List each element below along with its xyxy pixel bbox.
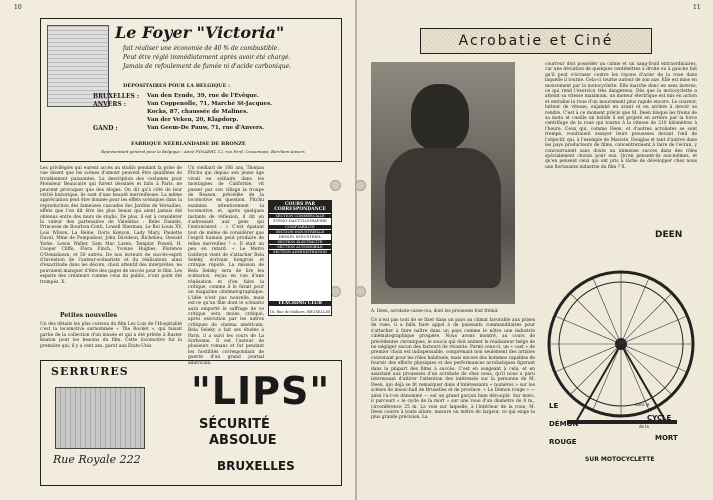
ad-lips-address: Rue Royale 222 bbox=[53, 453, 141, 466]
page-number-right: 11 bbox=[693, 4, 701, 11]
ad-victoria-city: ANVERS : bbox=[93, 101, 126, 108]
wheel-label: DÉMON bbox=[549, 420, 579, 428]
article-column-1: Les privilégiés qui eurent accès au studio pendant la prise de vue disent que les scènes d'amour peuvent être qualifiées de troublement puissantes. La description des costumes pour Monsieur Beaucaire qui furent dessinés et faits à Paris, ne peuvent provoquer que des éloges. On dit qu'à côté de leur vérité historique, ils sont d'une beauté merveilleuse. La même appréciation peut être donnée pour les effets scéniques dans la reproduction des fameuses cascades des Jardins de Versailles, effets que l'on dit être les plus beaux qui aient jamais été obtenus entre des murs de studio. De plus, il est à considérer la valeur des partenaires de Valentino : Bebe Daniels, Princesse de Bourbon-Conti, Lowell Sherman, Le Roi Louis XV, Lois Wilson, La Reine, Doris Kenyon, Lady Mary, Paulette Duval, Mme de Pompadour, John Davidson, Richelieu, Oswald Yorke, Lewis Waller, Sam Mac Laren, Templar Powell, H. Cooper Cliffe, Flora Finch, Yvonne Hughes, Florence O'Denishawn, et 50 autres. De nos lecteurs de succès-esprit d'invention de l'auteur-scénariste et du réalisateur, ainsi d'exactitude dans les décors, choix attentif des interprètes, ne pouvaient manquer d'être des gages de succès pour le film. Les espoirs des créateurs comme ceux du public, n'ont point été trompés. X. bbox=[40, 166, 183, 285]
ad-lips-serrures: SERRURES bbox=[51, 365, 129, 378]
ad-victoria-address: Van der Veken, 20, Klapdorp. bbox=[147, 117, 239, 123]
ad-victoria-address: Van den Eynde, 39, rue de l'Evêque. bbox=[147, 93, 259, 99]
ad-victoria-line: fait réaliser une économie de 40 % de combustible. bbox=[123, 45, 280, 52]
ad-victoria-fabrique: FABRIQUE NEERLANDAISE DE BRONZE bbox=[131, 141, 246, 147]
cycle-de-la-mort-illustration bbox=[547, 224, 697, 492]
ad-lips-brand: "LIPS" bbox=[191, 369, 331, 413]
correspondance-row: DESSIN INDUSTRIEL bbox=[278, 233, 322, 239]
article-title: Acrobatie et Ciné bbox=[458, 33, 614, 49]
ad-victoria-address: Kocks, 87, chaussée de Malines. bbox=[147, 109, 249, 115]
lock-illustration bbox=[55, 387, 145, 449]
ad-victoria-line: Jamais de refoulement de fumée ni d'acide carbonique. bbox=[123, 63, 292, 70]
article-column-2: Un vieillard de 106 ans, Thomas Pitchu qui depuis son jeune âge vivait en solitaire dans les montagnes de Californie, vit passer par son village la troupe de Reason, précédée de la locomotive en question. Pitchu examina attentivement la locomotive, et, après quelques instants de réflexion, il dit en s'adressant aux gens qui l'entouraient : « C'est épatant tout de même de considérer que l'esprit humain peut produire de telles merveilles ! ». Il était un peu en retard. « Le Metro Goldwyn vient de s'attacher Bela Seleky, écrivain hongrois et critique réputé. La mission de Bela Seleky sera de lire les scénarios, reçus en vue d'une réalisation et d'en faire la critique, comme il le ferait pour un magazine cinématographique. L'idée n'est pas nouvelle, mais est-ce qu'un film dont le scénario aura emporté le suffrage de ce critique sera moins critiqué, après exécution par les autres critiques de cinéma américain. Bela Seleky a fait ses études à Paris, il a suivi les cours de La Sorbonne. Il est l'auteur de plusieurs romans et fut pendant les hostilités correspondant de guerre d'un grand journal américain. bbox=[188, 166, 264, 366]
ad-victoria-representant: Représentant général pour la Belgique : Aimé PYNAERT, 12, rue Ferd. Coosemans, Berchem-Anvers bbox=[101, 149, 305, 154]
ad-serrures-lips bbox=[40, 360, 342, 486]
correspondance-row: SECTION COMMERCIALE bbox=[269, 214, 331, 218]
binder-hole bbox=[355, 180, 366, 191]
acrobat-head bbox=[411, 84, 469, 150]
wheel-label: dans le bbox=[635, 402, 650, 407]
ad-victoria-address: Van Geem-De Pauw, 71, rue d'Anvers. bbox=[147, 125, 265, 131]
photo-caption: A. Deen, acrobate-casse-cou, dont les prouesses font frémir. bbox=[371, 308, 499, 313]
wheel-label-deen: DEEN bbox=[655, 230, 683, 240]
correspondance-address: 18, Rue de Malines, BRUXELLES bbox=[269, 310, 331, 314]
binder-hole bbox=[330, 180, 341, 191]
correspondance-row: SECTION INDUSTRIELLE bbox=[269, 230, 331, 234]
ad-victoria-city: GAND : bbox=[93, 125, 118, 132]
acrobat-body bbox=[385, 148, 501, 288]
correspondance-row: SECTION ÉLECTRICITÉ bbox=[269, 240, 331, 244]
article-column-1: Ce n'est pas tout de se fixer dans un pays au climat favorable aux prises de vues, il a fallu faire appel à de puissants commanditaires pour s'attacher à faire naître dans un pays comme le nôtre une industrie cinématographique prospère. Nous avons montré, au cours de précédentes chroniques, le soucis qui doit animer le réalisateur belge de ne négliger aucun des facteurs de réussite. Parmi ceux-ci, un « cast » de premier choix est indispensable, comprenant non seulement des artistes convenant pour les rôles habituels, mais encore des hommes capables de fournir des efforts physiques et des performances acrobatiques figurant dans la plupart des films à succès. C'est en songeant à cela, et en assistant aux prouesses d'un acrobate de chez nous, qu'il nous a paru intéressant d'attirer l'attention des intéressés sur la personne de M. Deen, qui déjà se fit remarquer dans d'intéressants « numéros » sur les scènes de music-hall de Bruxelles et de province. « Le Démon rouge » — ainsi l'a-t-on dénommé — est un grand garçon bien découplé. Sur moto, il parcourt « le cycle de la mort » sur une roue d'un diamètre de 8 m., circonférence 25 m. La voie sur laquelle, à l'intérieur de la roue, M. Deen courre à toute allure, mesure un mètre de largeur, ce qui exige la plus grande précision. La bbox=[371, 318, 535, 421]
petites-nouvelles-title: Petites nouvelles bbox=[60, 312, 118, 319]
ad-lips-city: BRUXELLES bbox=[217, 459, 295, 473]
page-number-left: 10 bbox=[14, 4, 22, 11]
ad-victoria-address: Van Coppenolle, 71, Marché St-Jacques. bbox=[147, 101, 273, 107]
ad-lips-absolue: ABSOLUE bbox=[209, 433, 277, 448]
correspondance-row: STÉNO-DACTYLOGRAPHIE bbox=[273, 218, 327, 223]
left-page bbox=[0, 0, 356, 500]
wheel-label: de la bbox=[639, 424, 649, 429]
ad-victoria-city: BRUXELLES : bbox=[93, 93, 140, 100]
wheel-label: ROUGE bbox=[549, 438, 577, 446]
ad-correspondance bbox=[268, 200, 332, 316]
petites-nouvelles-text: Un des détails les plus curieux du film Les Lois de l'Hospitalité c'est la locomotive surnommée « The Rocket », qui faisait partie de la collection d'un musée et qui a été prêtée à Buster Keaton pour les besoins du film. Cette locomotive fut la première qui, il y a cent ans, parut aux Etats-Unis. bbox=[40, 322, 182, 349]
correspondance-row: COMPTABILITÉ bbox=[269, 225, 331, 229]
binder-hole bbox=[355, 286, 366, 297]
right-page bbox=[357, 0, 713, 500]
correspondance-row: SECTION AUTOMOBILE bbox=[269, 245, 331, 249]
ad-foyer-victoria bbox=[40, 18, 342, 162]
wheel-label: MORT bbox=[655, 434, 678, 442]
correspondance-row: SECTION ADMINISTRATION bbox=[269, 250, 331, 254]
acrobat-photo bbox=[371, 62, 515, 304]
ad-lips-securite: SÉCURITÉ bbox=[199, 417, 270, 432]
wheel-label: SUR MOTOCYCLETTE bbox=[585, 456, 655, 463]
correspondance-footer: TEACHING CLUB bbox=[269, 301, 331, 306]
correspondance-header: COURS PAR CORRESPONDANCE bbox=[269, 201, 331, 213]
wheel-drawing bbox=[547, 224, 697, 492]
ad-victoria-depositaires: DÉPOSITAIRES POUR LA BELGIQUE : bbox=[123, 83, 230, 89]
ad-victoria-line: Peut être réglé immédiatement après avoir été chargé. bbox=[123, 54, 291, 61]
article-column-2: courreur doit posséder un calme et un sang-froid extraordinaires, car une déviation de quelques centimètres à droite ou à gauche fait qu'il peut s'écraser contre les rayons d'acier de la roue dans laquelle il tourne. Cela-ci tourne autour de son axe. Elle est mise en mouvement par la motocyclette. Elle marche donc en sens inverse, ce qui rend l'exercice très dangereux. Dès que la motocyclette a atteint sa vitesse maximum, un moteur électrique est mis en action et entraîne la roue d'un mouvement plus rapide encore. Le coureur, lutteur de vitesse, enjambé en avant et en arrière à devoir se rendre. C'est à ce moment précis que M. Deen bloque les freins de sa moto et cueille un bolide il est projeté en arrière par la force centrifuge de la roue qui tourne à la vitesse de 210 kilomètres à l'heure. Ceux qui, comme Deen, et d'autres acrobates se sont trempé, voudraient essayer leurs prouesses devant l'œil de l'objectif, qui, à l'exemple de Maciste, Douglas et tant d'autres dans les pays producteurs de films, concentreraient à faire de l'écran, y concourraient sans doute un immense succès dans des rôles spécialement choisis pour eux. Qu'en pensent-ils eux-mêmes, et qu'en pensent ceux qui ont pris à tâche de développer chez nous une florissante industrie du film ? X. bbox=[545, 62, 697, 170]
wheel-label: CYCLE bbox=[647, 414, 672, 422]
ad-victoria-title: Le Foyer "Victoria" bbox=[115, 23, 285, 42]
wheel-label: LE bbox=[549, 402, 559, 410]
article-banner bbox=[420, 28, 652, 54]
